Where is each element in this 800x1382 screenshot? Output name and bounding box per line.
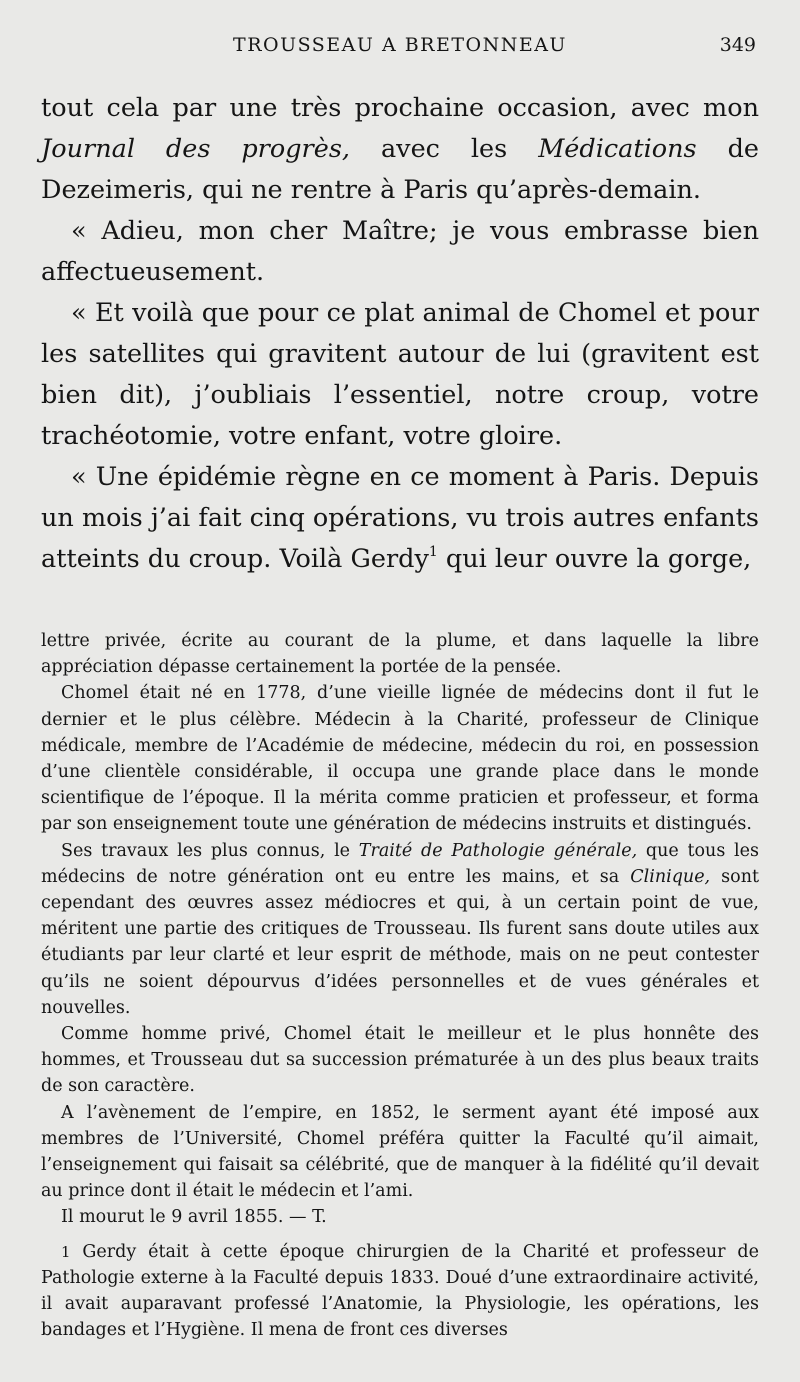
footnote-gerdy: [41, 1239, 759, 1344]
journal-title: Journal des progrès,: [41, 134, 351, 164]
paragraph-2: « Adieu, mon cher Maître; je vous embrasse bien affectueusement.: [41, 216, 759, 287]
paragraph-1: [41, 88, 759, 211]
medications-title: Médications: [538, 134, 697, 164]
footnote-mark: 1: [61, 1242, 71, 1261]
footnote-reference: 1: [428, 543, 438, 560]
note-works-text-c: sont cependant des œuvres assez médiocres et qui, à un certain point de vue, méritent une partie des critiques de Trousseau. Ils furent sans doute utiles aux étudiants par leur clarté et leur esprit de méthode, mais on ne peut contester qu’ils ne soient dépourvus d’idées personnelles et de vues générales et nouvelles.: [41, 866, 759, 1018]
paragraph-1-text-c: de Dezeimeris, qui ne rentre à Paris qu’après-demain.: [41, 134, 759, 205]
note-chomel-character: Comme homme privé, Chomel était le meilleur et le plus honnête des hommes, et Trousseau dut sa succession prématurée à un des plus beaux traits de son caractère.: [41, 1024, 759, 1097]
footnotes: [41, 628, 759, 1343]
note-chomel-death: Il mourut le 9 avril 1855. — T.: [61, 1207, 327, 1228]
paragraph-3: « Et voilà que pour ce plat animal de Chomel et pour les satellites qui gravitent autour de lui (gravitent est bien dit), j’oubliais l’essentiel, notre croup, votre trachéotomie, votre enfant, votre gloire.: [41, 298, 759, 451]
note-chomel-empire: A l’avènement de l’empire, en 1852, le serment ayant été imposé aux membres de l’Université, Chomel préféra quitter la Faculté qu’il aimait, l’enseignement qui faisait sa célébrité, que de manquer à la fidélité qu’il devait au prince dont il était le médecin et l’ami.: [41, 1102, 759, 1202]
main-text: [41, 88, 759, 580]
running-title: TROUSSEAU A BRETONNEAU: [233, 34, 567, 56]
paragraph-4: [41, 457, 759, 580]
paragraph-4-text-a: « Une épidémie règne en ce moment à Paris. Depuis un mois j’ai fait cinq opérations, vu trois autres enfants atteints du croup. Voilà Gerdy: [41, 462, 759, 574]
footnote-gerdy-text: Gerdy était à cette époque chirurgien de la Charité et professeur de Pathologie externe à la Faculté depuis 1833. Doué d’une extraordinaire activité, il avait auparavant professé l’Anatomie, la Physiologie, les opérations, les bandages et l’Hygiène. Il mena de front ces diverses: [41, 1241, 759, 1341]
note-works-text-a: Ses travaux les plus connus, le: [61, 840, 359, 861]
note-works-text-b: que tous les médecins de notre génération ont eu entre les mains, et sa: [41, 840, 759, 887]
clinique-title: Clinique,: [630, 866, 711, 887]
paragraph-4-text-b: qui leur ouvre la gorge,: [437, 544, 752, 574]
paragraph-1-text-a: tout cela par une très prochaine occasion, avec mon: [41, 93, 759, 123]
note-chomel-works: [41, 838, 759, 1021]
note-continuation: lettre privée, écrite au courant de la plume, et dans laquelle la libre appréciation dépasse certainement la portée de la pensée.: [41, 631, 759, 678]
paragraph-1-text-b: avec les: [350, 134, 539, 164]
note-chomel-bio: Chomel était né en 1778, d’une vieille lignée de médecins dont il fut le dernier et le plus célèbre. Médecin à la Charité, professeur de Clinique médicale, membre de l’Académie de médecine, médecin du roi, en possession d’une clientèle considérable, il occupa une grande place dans le monde scientifique de l’époque. Il la mérita comme praticien et professeur, et forma par son enseignement toute une génération de médecins instruits et distingués.: [41, 683, 759, 835]
page-number: 349: [719, 34, 756, 56]
page-header: [40, 34, 760, 66]
traite-title: Traité de Pathologie générale,: [358, 840, 638, 861]
